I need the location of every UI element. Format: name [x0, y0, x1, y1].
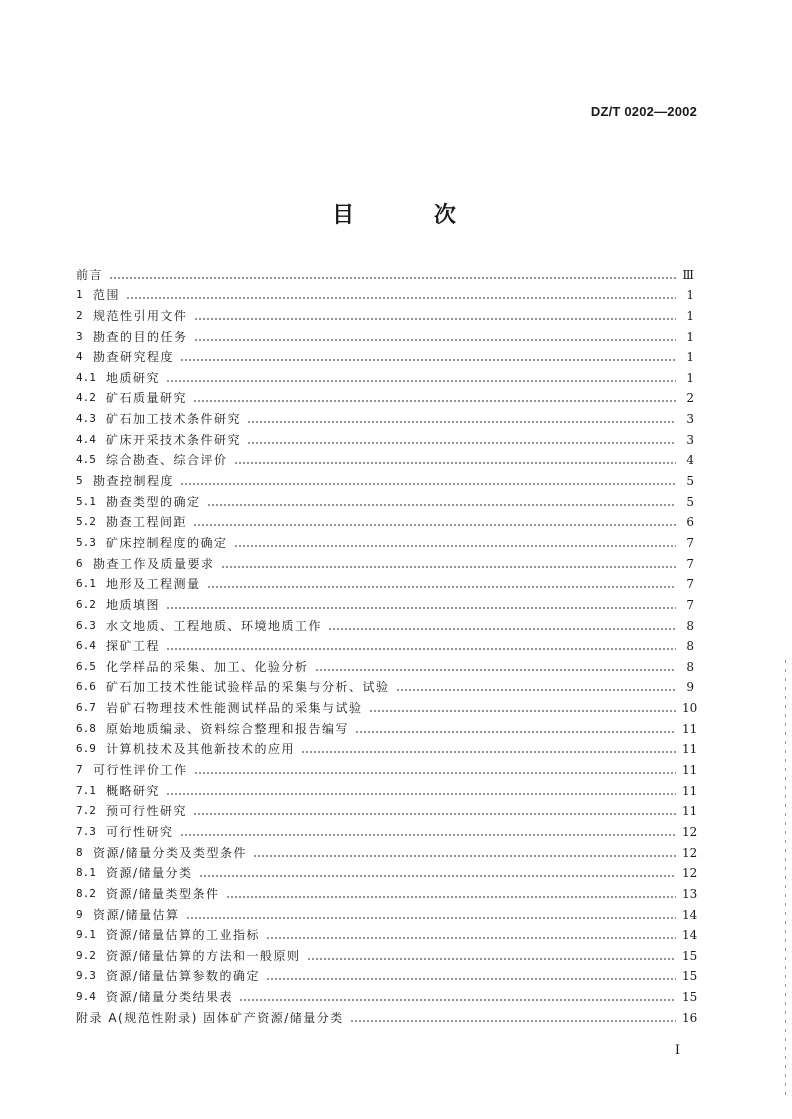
toc-entry[interactable] — [76, 715, 698, 736]
toc-entry[interactable] — [76, 633, 694, 654]
toc-entry[interactable] — [76, 777, 698, 798]
toc-entry-number: 6.6 — [76, 680, 96, 694]
toc-entry[interactable] — [76, 963, 698, 984]
toc-entry[interactable] — [76, 488, 694, 509]
toc-leader-dots — [207, 586, 676, 588]
toc-entry-label: 矿床控制程度的确定 — [106, 535, 228, 550]
toc-entry-number: 9.4 — [76, 990, 96, 1004]
toc-entry-number: 4 — [76, 350, 83, 364]
toc-entry-label: 矿石加工技术性能试验样品的采集与分析、试验 — [106, 680, 390, 695]
toc-entry-page: 11 — [682, 804, 698, 819]
toc-entry-page: 7 — [686, 597, 694, 612]
toc-entry[interactable] — [76, 385, 694, 406]
toc-entry[interactable] — [76, 323, 694, 344]
toc-entry[interactable] — [76, 261, 694, 282]
toc-entry-page: 11 — [682, 742, 698, 757]
toc-entry-number: 1 — [76, 288, 83, 302]
toc-leader-dots — [186, 917, 676, 919]
toc-entry-page: 5 — [686, 494, 694, 509]
toc-entry-label: 资源/储量分类结果表 — [106, 990, 234, 1005]
toc-leader-dots — [194, 318, 676, 320]
toc-entry-number: 4.5 — [76, 453, 96, 467]
toc-entry-label: 勘查的目的任务 — [93, 329, 188, 344]
toc-leader-dots — [315, 669, 676, 671]
toc-entry[interactable] — [76, 612, 694, 633]
toc-entry-number: 6.4 — [76, 639, 96, 653]
toc-entry[interactable] — [76, 282, 694, 303]
toc-leader-dots — [221, 566, 676, 568]
toc-leader-dots — [350, 1020, 676, 1022]
toc-entry-number: 6.5 — [76, 659, 96, 673]
toc-leader-dots — [193, 813, 676, 815]
toc-entry-number: 2 — [76, 308, 83, 322]
toc-entry-label: 资源/储量估算 — [93, 907, 180, 922]
toc-entry-page: 1 — [686, 350, 694, 365]
toc-leader-dots — [396, 689, 676, 691]
toc-entry-number: 3 — [76, 329, 83, 343]
toc-entry-label: 可行性研究 — [106, 824, 174, 839]
toc-leader-dots — [247, 421, 676, 423]
toc-entry-number: 6.3 — [76, 618, 96, 632]
toc-entry-number: 9.3 — [76, 969, 96, 983]
toc-entry-label: 资源/储量估算参数的确定 — [106, 969, 261, 984]
toc-entry-number: 9.1 — [76, 928, 96, 942]
toc-leader-dots — [234, 545, 676, 547]
toc-entry-page: 7 — [686, 577, 694, 592]
toc-entry-number: 5 — [76, 474, 83, 488]
toc-entry-label: 水文地质、工程地质、环境地质工作 — [106, 618, 323, 633]
page-title: 目 次 — [332, 203, 492, 228]
toc-entry-label: 规范性引用文件 — [93, 308, 188, 323]
toc-entry[interactable] — [76, 860, 698, 881]
toc-entry-page: 1 — [686, 370, 694, 385]
toc-entry-label: 附录 A(规范性附录) 固体矿产资源/储量分类 — [76, 1010, 344, 1025]
table-of-contents — [76, 261, 698, 1025]
toc-entry-page: 14 — [682, 907, 698, 922]
toc-entry-label: 矿床开采技术条件研究 — [106, 432, 242, 447]
toc-entry-page: 3 — [686, 412, 694, 427]
toc-entry-label: 资源/储量估算的工业指标 — [106, 928, 261, 943]
toc-entry-label: 勘查类型的确定 — [106, 494, 201, 509]
toc-entry-page: 3 — [686, 432, 694, 447]
toc-leader-dots — [266, 937, 676, 939]
toc-entry[interactable] — [76, 364, 694, 385]
toc-entry-number: 4.3 — [76, 412, 96, 426]
toc-entry-page: 8 — [686, 639, 694, 654]
toc-entry[interactable] — [76, 653, 694, 674]
toc-entry[interactable] — [76, 674, 694, 695]
toc-entry[interactable] — [76, 942, 698, 963]
toc-entry-page: 11 — [682, 783, 698, 798]
toc-entry[interactable] — [76, 736, 698, 757]
toc-leader-dots — [166, 380, 676, 382]
toc-entry-number: 5.1 — [76, 494, 96, 508]
toc-entry[interactable] — [76, 818, 698, 839]
toc-leader-dots — [166, 607, 676, 609]
toc-entry-label: 地形及工程测量 — [106, 577, 201, 592]
standard-code: DZ/T 0202—2002 — [590, 104, 697, 119]
toc-leader-dots — [234, 462, 676, 464]
toc-leader-dots — [199, 875, 676, 877]
toc-entry-number: 7.2 — [76, 804, 96, 818]
toc-entry[interactable] — [76, 880, 698, 901]
toc-entry-page: 6 — [686, 515, 694, 530]
toc-entry[interactable] — [76, 509, 694, 530]
toc-entry-page: 11 — [682, 721, 698, 736]
toc-entry-number: 6 — [76, 556, 83, 570]
toc-entry-page: 12 — [682, 866, 698, 881]
toc-leader-dots — [301, 751, 676, 753]
toc-entry-page: 2 — [686, 391, 694, 406]
toc-leader-dots — [226, 896, 676, 898]
toc-entry-label: 范围 — [93, 288, 121, 303]
toc-entry-page: 1 — [686, 288, 694, 303]
toc-entry-number: 7 — [76, 763, 83, 777]
toc-entry-page: 8 — [686, 659, 694, 674]
toc-entry[interactable] — [76, 302, 694, 323]
toc-entry-label: 地质研究 — [106, 370, 161, 385]
toc-entry-page: 12 — [682, 845, 698, 860]
toc-entry-page: 15 — [682, 990, 698, 1005]
toc-entry-label: 资源/储量分类及类型条件 — [93, 845, 248, 860]
toc-leader-dots — [193, 524, 676, 526]
toc-leader-dots — [253, 855, 676, 857]
toc-entry-label: 勘查控制程度 — [93, 474, 175, 489]
toc-entry-label: 综合勘查、综合评价 — [106, 453, 228, 468]
toc-entry[interactable] — [76, 922, 698, 943]
toc-entry-label: 前言 — [76, 267, 104, 282]
toc-entry-page: Ⅲ — [682, 267, 694, 282]
toc-entry[interactable] — [76, 467, 694, 488]
toc-leader-dots — [126, 297, 676, 299]
toc-entry-number: 8.2 — [76, 886, 96, 900]
toc-entry-number: 4.4 — [76, 432, 96, 446]
toc-entry-number: 7.1 — [76, 783, 96, 797]
toc-entry-page: 1 — [686, 308, 694, 323]
toc-entry-page: 11 — [682, 763, 698, 778]
toc-leader-dots — [194, 339, 676, 341]
toc-entry-label: 资源/储量估算的方法和一般原则 — [106, 948, 301, 963]
toc-leader-dots — [207, 504, 676, 506]
toc-entry-label: 可行性评价工作 — [93, 763, 188, 778]
toc-entry[interactable] — [76, 344, 694, 365]
toc-entry-label: 预可行性研究 — [106, 804, 188, 819]
toc-entry-label: 原始地质编录、资料综合整理和报告编写 — [106, 721, 350, 736]
toc-leader-dots — [166, 648, 676, 650]
toc-entry-page: 13 — [682, 886, 698, 901]
toc-entry-number: 8 — [76, 845, 83, 859]
toc-entry-label: 化学样品的采集、加工、化验分析 — [106, 659, 309, 674]
toc-entry[interactable] — [76, 839, 698, 860]
toc-entry-number: 5.2 — [76, 515, 96, 529]
toc-entry-page: 14 — [682, 928, 698, 943]
scan-edge-mark — [785, 660, 786, 1100]
toc-entry-label: 岩矿石物理技术性能测试样品的采集与试验 — [106, 701, 363, 716]
toc-entry-number: 9.2 — [76, 948, 96, 962]
toc-leader-dots — [307, 958, 676, 960]
toc-entry[interactable] — [76, 694, 698, 716]
toc-entry-label: 地质填图 — [106, 597, 161, 612]
toc-entry-label: 矿石质量研究 — [106, 391, 188, 406]
toc-entry[interactable] — [76, 756, 698, 778]
toc-leader-dots — [247, 442, 676, 444]
toc-entry-page: 16 — [682, 1010, 698, 1025]
toc-leader-dots — [109, 277, 676, 279]
toc-entry[interactable] — [76, 426, 694, 447]
toc-entry-page: 8 — [686, 618, 694, 633]
toc-entry[interactable] — [76, 983, 698, 1005]
toc-leader-dots — [266, 978, 676, 980]
toc-entry-label: 资源/储量分类 — [106, 866, 193, 881]
toc-leader-dots — [180, 834, 676, 836]
toc-entry-page: 1 — [686, 329, 694, 344]
page-number: I — [674, 1043, 680, 1058]
toc-leader-dots — [180, 359, 676, 361]
toc-entry[interactable] — [76, 447, 694, 468]
toc-entry-page: 15 — [682, 948, 698, 963]
toc-entry-page: 15 — [682, 969, 698, 984]
toc-entry[interactable] — [76, 798, 698, 819]
toc-entry-label: 计算机技术及其他新技术的应用 — [106, 742, 296, 757]
toc-entry-page: 5 — [686, 474, 694, 489]
toc-entry[interactable] — [76, 1004, 698, 1025]
toc-leader-dots — [180, 483, 676, 485]
toc-leader-dots — [355, 731, 676, 733]
toc-leader-dots — [194, 772, 676, 774]
toc-entry[interactable] — [76, 529, 694, 550]
toc-entry[interactable] — [76, 550, 694, 571]
toc-entry-label: 矿石加工技术条件研究 — [106, 412, 242, 427]
toc-entry-number: 6.7 — [76, 701, 96, 715]
toc-leader-dots — [193, 400, 676, 402]
toc-leader-dots — [239, 999, 676, 1001]
toc-entry-label: 概略研究 — [106, 783, 161, 798]
toc-entry-number: 5.3 — [76, 535, 96, 549]
toc-leader-dots — [166, 793, 676, 795]
toc-entry-number: 4.1 — [76, 370, 96, 384]
toc-entry-page: 7 — [686, 556, 694, 571]
toc-entry-number: 8.1 — [76, 866, 96, 880]
toc-entry-number: 9 — [76, 907, 83, 921]
toc-leader-dots — [328, 628, 676, 630]
toc-entry-page: 4 — [686, 453, 694, 468]
toc-entry-number: 4.2 — [76, 391, 96, 405]
toc-entry-label: 资源/储量类型条件 — [106, 886, 220, 901]
toc-entry-label: 探矿工程 — [106, 639, 161, 654]
toc-entry-label: 勘查工作及质量要求 — [93, 556, 215, 571]
toc-entry[interactable] — [76, 591, 694, 612]
toc-entry[interactable] — [76, 571, 694, 592]
toc-entry[interactable] — [76, 405, 694, 426]
toc-entry-label: 勘查研究程度 — [93, 350, 175, 365]
toc-entry-page: 7 — [686, 535, 694, 550]
toc-entry-number: 6.9 — [76, 742, 96, 756]
toc-entry-number: 6.1 — [76, 577, 96, 591]
toc-entry-page: 12 — [682, 824, 698, 839]
toc-entry-page: 10 — [682, 701, 698, 716]
toc-entry-page: 9 — [686, 680, 694, 695]
toc-entry[interactable] — [76, 901, 698, 922]
toc-entry-number: 7.3 — [76, 824, 96, 838]
toc-entry-label: 勘查工程间距 — [106, 515, 188, 530]
toc-leader-dots — [369, 710, 676, 712]
toc-entry-number: 6.2 — [76, 597, 96, 611]
toc-entry-number: 6.8 — [76, 721, 96, 735]
